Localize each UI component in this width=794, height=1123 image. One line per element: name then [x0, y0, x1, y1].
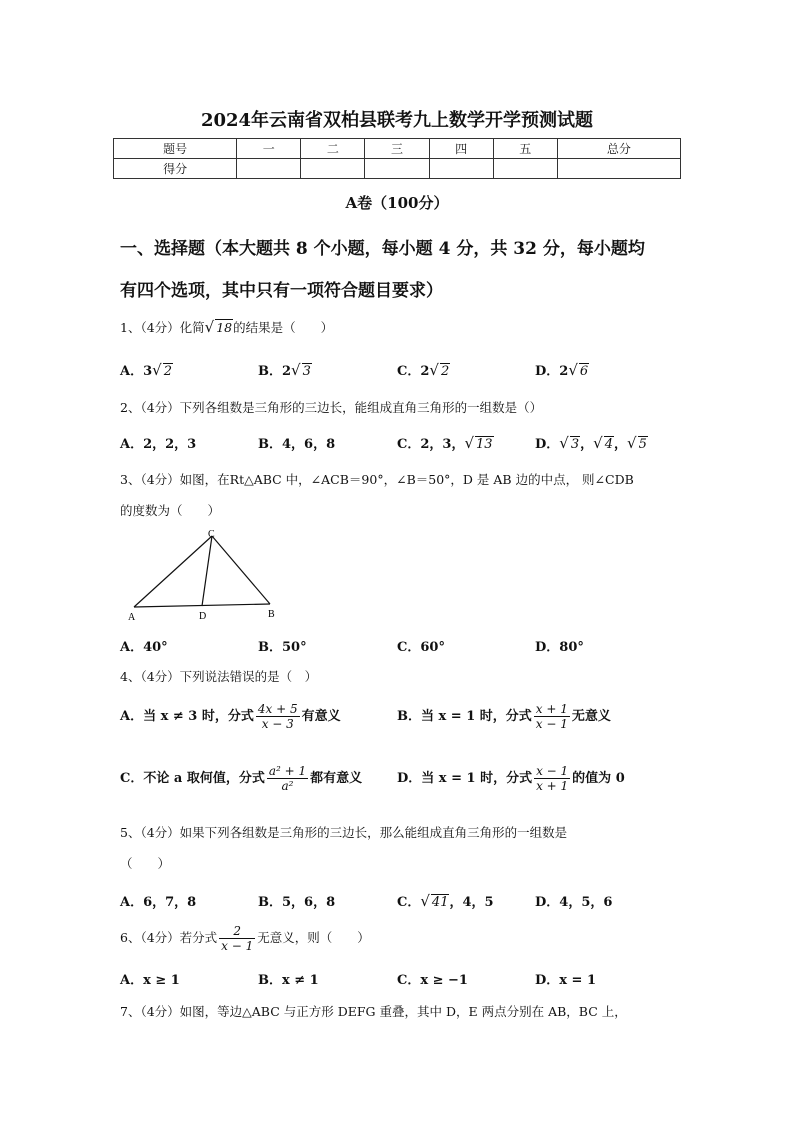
- median-cd: [202, 536, 212, 606]
- q3-option-b: B．50°: [258, 640, 307, 655]
- q6-option-a: A．x ≥ 1: [120, 973, 180, 988]
- score-header-cell: 题号: [114, 139, 237, 159]
- section-title: A卷（100分）: [345, 194, 449, 212]
- question-4-stem: 4、（4分）下列说法错误的是（ ）: [120, 669, 318, 684]
- question-5-stem-line1: 5、（4分）如果下列各组数是三角形的三边长，那么能组成直角三角形的一组数是: [120, 825, 568, 840]
- q5-option-a: A．6，7，8: [120, 895, 197, 910]
- score-header-cell: 二: [301, 139, 365, 159]
- q6-option-d: D．x = 1: [535, 973, 597, 988]
- q3-option-d: D．80°: [535, 640, 584, 655]
- side-ac: [134, 536, 212, 607]
- q1-option-a: A．3√ 2: [120, 361, 172, 379]
- score-cell: [557, 159, 680, 179]
- q1-stem-post: 的结果是（ ）: [233, 320, 334, 335]
- page-title: 2024年云南省双柏县联考九上数学开学预测试题: [200, 110, 594, 131]
- q4-option-c: C．不论 a 取何值，分式 $\frac{\text{a² + 1}}{\text{a²}}$ 都有意义: [120, 764, 363, 793]
- question-6-stem: 6、（4分）若分式 $\frac{2}{x - 1}$ 无意义，则（ ）: [120, 924, 370, 953]
- q1-stem-pre: 1、（4分）化简: [120, 320, 205, 335]
- score-table-score-row: [114, 159, 681, 179]
- q3-option-a: A．40°: [120, 640, 168, 655]
- score-cell: [365, 159, 429, 179]
- score-cell: [429, 159, 493, 179]
- question-1-stem: [120, 318, 333, 336]
- question-7-stem: 7、（4分）如图，等边△ABC 与正方形 DEFG 重叠，其中 D，E 两点分别在 AB，BC 上，: [120, 1004, 627, 1019]
- q2-option-b: B．4，6，8: [258, 437, 336, 452]
- q4-option-b: B．当 x = 1 时，分式 $\frac{x + 1}{x - 1}$ 无意义: [397, 702, 611, 731]
- q4-option-d: D．当 x = 1 时，分式 $\frac{x - 1}{x + 1}$ 的值为 0: [397, 764, 625, 793]
- label-d: D: [199, 611, 207, 622]
- score-table: [113, 138, 681, 179]
- triangle-figure: [128, 528, 288, 628]
- q1-option-d: D．2√ 6: [535, 361, 589, 379]
- q2-option-d: D．√ 3，√ 4，√ 5: [535, 434, 647, 452]
- score-header-cell: 一: [237, 139, 301, 159]
- label-b: B: [268, 609, 275, 620]
- section-heading-line2: 有四个选项，其中只有一项符合题目要求）: [120, 281, 443, 301]
- section-heading-line1: 一、选择题（本大题共 8 个小题，每小题 4 分，共 32 分，每小题均: [120, 239, 645, 259]
- q5-option-b: B．5，6，8: [258, 895, 336, 910]
- label-a: A: [128, 612, 136, 623]
- question-3-stem-line1: 3、（4分）如图，在Rt△ABC 中，∠ACB＝90°，∠B＝50°，D 是 AB 边的中点， 则∠CDB: [120, 472, 634, 487]
- sqrt-sign: √: [204, 318, 215, 336]
- question-5-stem-line2: （ ）: [120, 856, 171, 871]
- q1-option-b: B．2√ 3: [258, 361, 311, 379]
- side-cb: [212, 536, 270, 604]
- question-3-stem-line2: 的度数为（ ）: [120, 503, 221, 518]
- score-header-cell: 总分: [557, 139, 680, 159]
- score-row-label: 得分: [114, 159, 237, 179]
- score-cell: [301, 159, 365, 179]
- question-2-stem: 2、（4分）下列各组数是三角形的三边长，能组成直角三角形的一组数是（）: [120, 400, 543, 415]
- label-c: C: [208, 529, 215, 540]
- q6-option-b: B．x ≠ 1: [258, 973, 319, 988]
- score-header-cell: 三: [365, 139, 429, 159]
- q5-option-c: C．√ 41，4，5: [397, 892, 494, 910]
- q4-option-a: A．当 x ≠ 3 时，分式 $\frac{4x + 5}{x - 3}$ 有意义: [120, 702, 341, 731]
- q1-radicand: 18: [216, 320, 233, 335]
- q6-option-c: C．x ≥ −1: [397, 973, 468, 988]
- q2-option-a: A．2，2，3: [120, 437, 197, 452]
- q2-option-c: C．2，3，√ 13: [397, 434, 493, 452]
- score-header-cell: 四: [429, 139, 493, 159]
- score-cell: [237, 159, 301, 179]
- score-table-header-row: [114, 139, 681, 159]
- q5-option-d: D．4，5，6: [535, 895, 613, 910]
- q1-option-c: C．2√ 2: [397, 361, 450, 379]
- score-cell: [493, 159, 557, 179]
- q3-option-c: C．60°: [397, 640, 445, 655]
- score-header-cell: 五: [493, 139, 557, 159]
